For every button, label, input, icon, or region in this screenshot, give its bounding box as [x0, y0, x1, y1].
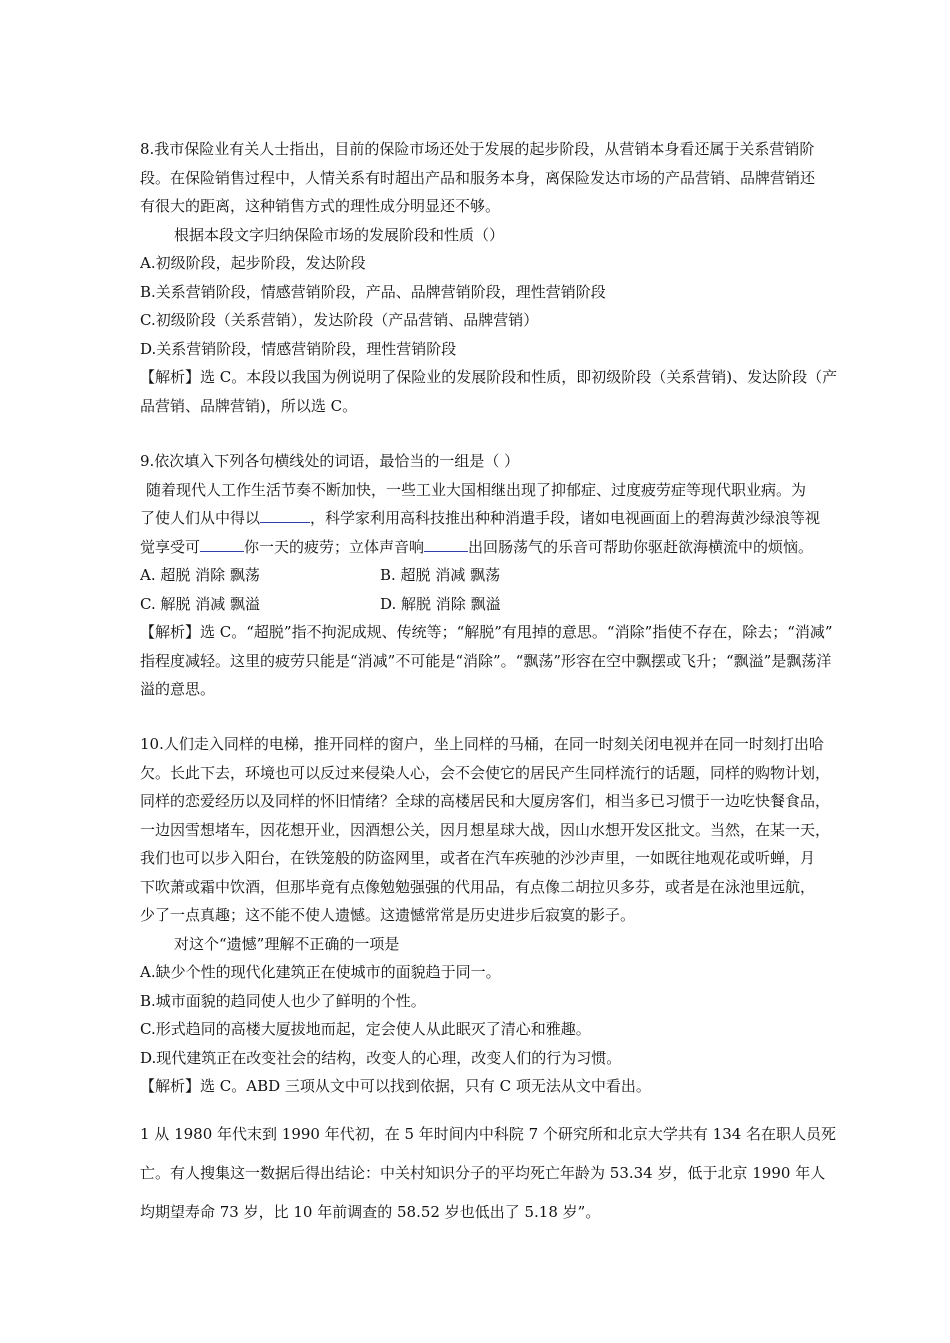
q9-passage-text: 你一天的疲劳；立体声音响 [244, 537, 425, 556]
q9-analysis-line: 指程度减轻。这里的疲劳只能是“消减”不可能是“消除”。“飘荡”形容在空中飘摆或飞升；“飘溢”是飘荡洋 [140, 651, 832, 670]
q9-option-d: D. 解脱 消除 飘溢 [380, 594, 501, 613]
q8-stem-line: 8.我市保险业有关人士指出，目前的保险市场还处于发展的起步阶段，从营销本身看还属于关系营销阶 [140, 140, 815, 158]
q9-options-row [140, 561, 882, 590]
question-11 [140, 1115, 882, 1232]
q9-passage-line: 随着现代人工作生活节奏不断加快，一些工业大国相继出现了抑郁症、过度疲劳症等现代职业病。为 [146, 480, 807, 499]
q9-option-c: C. 解脱 消减 飘溢 [140, 594, 261, 613]
q9-passage-line [140, 504, 882, 533]
q9-passage-text: 觉享受可 [140, 537, 201, 556]
q10-stem-line: 欠。长此下去，环境也可以反过来侵染人心，会不会使它的居民产生同样流行的话题，同样的购物计划， [140, 763, 831, 782]
q8-question: 根据本段文字归纳保险市场的发展阶段和性质（） [174, 225, 505, 244]
q8-analysis-line: 品营销、品牌营销)，所以选 C。 [140, 396, 358, 415]
q9-passage-line [140, 533, 882, 562]
q8-option-d: D.关系营销阶段，情感营销阶段，理性营销阶段 [140, 339, 457, 358]
fill-blank-3 [424, 533, 468, 552]
q11-line: 均期望寿命 73 岁，比 10 年前调查的 58.52 岁也低出了 5.18 岁”。 [140, 1203, 601, 1221]
q11-line: 亡。有人搜集这一数据后得出结论：中关村知识分子的平均死亡年龄为 53.34 岁，低于北京 1990 年人 [140, 1164, 826, 1182]
q10-option-b: B.城市面貌的趋同使人也少了鲜明的个性。 [140, 991, 426, 1010]
q9-passage-text: ，科学家利用高科技推出种种消遣手段，诸如电视画面上的碧海黄沙绿浪等视 [310, 509, 821, 527]
q10-stem-line: 同样的恋爱经历以及同样的怀旧情绪？全球的高楼居民和大厦房客们，相当多已习惯于一边吃快餐食品， [140, 792, 831, 810]
q9-stem: 9.依次填入下列各句横线处的词语，最恰当的一组是（ ） [140, 452, 520, 470]
q9-analysis-line: 溢的意思。 [140, 680, 216, 698]
q8-option-a: A.初级阶段，起步阶段，发达阶段 [140, 254, 366, 272]
q10-stem-line: 少了一点真趣；这不能不使人遗憾。这遗憾常常是历史进步后寂寞的影子。 [140, 906, 636, 924]
q10-question: 对这个“遗憾”理解不正确的一项是 [174, 934, 400, 953]
q10-stem-line: 我们也可以步入阳台，在铁笼般的防盗网里，或者在汽车疾驰的沙沙声里，一如既往地观花或听蝉，月 [140, 849, 816, 867]
q10-stem-line: 10.人们走入同样的电梯，推开同样的窗户，坐上同样的马桶，在同一时刻关闭电视并在同一时刻打出哈 [140, 735, 824, 753]
q9-option-b: B. 超脱 消减 飘荡 [380, 566, 501, 584]
q9-passage-text: 了使人们从中得以 [140, 509, 261, 527]
q9-analysis-line: 【解析】选 C。“超脱”指不拘泥成规、传统等；“解脱”有甩掉的意思。“消除”指使不存在，除去；“消减” [140, 623, 833, 641]
q10-option-d: D.现代建筑正在改变社会的结构，改变人的心理，改变人们的行为习惯。 [140, 1048, 622, 1067]
q9-passage-text: 出回肠荡气的乐音可帮助你驱赶欲海横流中的烦恼。 [468, 537, 814, 556]
q11-line: 1 从 1980 年代末到 1990 年代初，在 5 年时间内中科院 7 个研究所和北京大学共有 134 名在职人员死 [140, 1125, 837, 1143]
question-9 [140, 447, 882, 704]
q10-analysis: 【解析】选 C。ABD 三项从文中可以找到依据，只有 C 项无法从文中看出。 [140, 1077, 651, 1095]
q8-option-c: C.初级阶段（关系营销），发达阶段（产品营销、品牌营销） [140, 311, 539, 329]
q8-option-b: B.关系营销阶段，情感营销阶段，产品、品牌营销阶段，理性营销阶段 [140, 282, 606, 301]
q8-analysis-line: 【解析】选 C。本段以我国为例说明了保险业的发展阶段和性质，即初级阶段（关系营销)、发达阶段（产 [140, 368, 838, 386]
q8-stem-line: 有很大的距离，这种销售方式的理性成分明显还不够。 [140, 197, 501, 215]
question-8 [140, 135, 882, 420]
q10-stem-line: 一边因雪想堵车，因花想开业，因酒想公关，因月想星球大战，因山水想开发区批文。当然，在某一天， [140, 820, 831, 839]
question-10 [140, 730, 882, 1101]
fill-blank-2 [200, 533, 244, 552]
q9-options-row [140, 590, 882, 619]
q10-option-a: A.缺少个性的现代化建筑正在使城市的面貌趋于同一。 [140, 963, 501, 981]
q10-option-c: C.形式趋同的高楼大厦拔地而起，定会使人从此眠灭了清心和雅趣。 [140, 1020, 591, 1038]
fill-blank-1 [260, 504, 310, 523]
q9-option-a: A. 超脱 消除 飘荡 [140, 566, 260, 584]
q8-stem-line: 段。在保险销售过程中，人情关系有时超出产品和服务本身，离保险发达市场的产品营销、品牌营销还 [140, 168, 816, 187]
q10-stem-line: 下吹萧或霜中饮酒，但那毕竟有点像勉勉强强的代用品，有点像二胡拉贝多芬，或者是在泳池里远航， [140, 877, 816, 896]
